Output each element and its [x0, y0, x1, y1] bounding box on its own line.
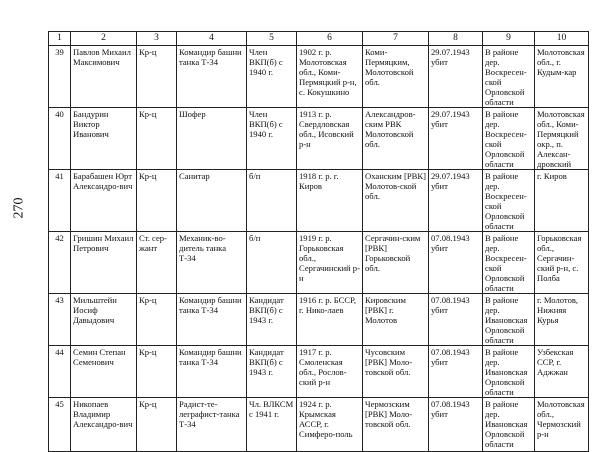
table-cell: 07.08.1943 убит: [429, 346, 483, 398]
table-cell: Горьковская обл., Сергачин-ский р-н, с. Полба: [535, 232, 589, 294]
column-header: 7: [363, 32, 429, 46]
table-row: [49, 108, 589, 170]
table-cell: 45: [49, 398, 71, 452]
table-cell: Член ВКП(б) с 1940 г.: [247, 108, 297, 170]
column-header: 4: [177, 32, 247, 46]
table-cell: Барабашен Юрт Александро-вич: [71, 170, 137, 232]
table-cell: 29.07.1943 убит: [429, 108, 483, 170]
table-cell: Кр-ц: [137, 346, 177, 398]
table-cell: 44: [49, 346, 71, 398]
table-cell: Кр-ц: [137, 46, 177, 108]
table-cell: Молотовская обл., Чермозский р-н: [535, 398, 589, 452]
table-cell: Павлов Михаил Максимович: [71, 46, 137, 108]
table-cell: Командир башни танка Т-34: [177, 294, 247, 346]
table-row: [49, 232, 589, 294]
table-cell: Кандидат ВКП(б) с 1943 г.: [247, 294, 297, 346]
table-cell: 40: [49, 108, 71, 170]
column-header: 1: [49, 32, 71, 46]
table-cell: Член ВКП(б) с 1940 г.: [247, 46, 297, 108]
table-cell: Механик-во-дитель танка Т-34: [177, 232, 247, 294]
casualty-register-table: [48, 31, 589, 452]
table-cell: Сергачин-ским [РВК] Горьковской обл.: [363, 232, 429, 294]
table-cell: 07.08.1943 убит: [429, 398, 483, 452]
table-cell: Семин Степан Семенович: [71, 346, 137, 398]
table-cell: 1916 г. р. БССР, г. Нико-лаев: [297, 294, 363, 346]
table-cell: Никопаев Владимир Александро-вич: [71, 398, 137, 452]
table-cell: б/п: [247, 170, 297, 232]
table-body: [49, 46, 589, 452]
table-cell: 07.08.1943 убит: [429, 294, 483, 346]
table-cell: 1902 г. р. Молотовская обл., Коми-Пермяцкий р-н, с. Кокушкино: [297, 46, 363, 108]
table-cell: 42: [49, 232, 71, 294]
table-cell: Молотовская обл., г. Кудым-кар: [535, 46, 589, 108]
table-cell: В районе дер. Ивановская Орловской области: [483, 294, 535, 346]
column-header: 10: [535, 32, 589, 46]
table-cell: 39: [49, 46, 71, 108]
table-cell: В районе дер. Воскресен-ской Орловской области: [483, 170, 535, 232]
table-cell: Командир башни танка Т-34: [177, 46, 247, 108]
table-cell: Мильштейн Иосиф Давыдович: [71, 294, 137, 346]
table-row: [49, 294, 589, 346]
table-cell: В районе дер. Воскресен-ской Орловской области: [483, 108, 535, 170]
table-cell: Кр-ц: [137, 108, 177, 170]
table-cell: б/п: [247, 232, 297, 294]
table-cell: Кр-ц: [137, 398, 177, 452]
table-cell: Ст. сер-жант: [137, 232, 177, 294]
table-cell: 1918 г. р. г. Киров: [297, 170, 363, 232]
table-cell: 1913 г. р. Свердловская обл., Исовский р-н: [297, 108, 363, 170]
table-header: [49, 32, 589, 46]
table-cell: Александров-ским РВК Молотовской обл.: [363, 108, 429, 170]
column-header: 2: [71, 32, 137, 46]
table-cell: Молотовская обл., Коми-Пермяцкий окр., п. Алексан-дровский: [535, 108, 589, 170]
column-header: 6: [297, 32, 363, 46]
table-cell: г. Молотов, Нижняя Курья: [535, 294, 589, 346]
table-row: [49, 46, 589, 108]
table-cell: Шофер: [177, 108, 247, 170]
table-cell: Чусовским [РВК] Моло-товской обл.: [363, 346, 429, 398]
table-cell: 07.08.1943 убит: [429, 232, 483, 294]
table-cell: 41: [49, 170, 71, 232]
table-cell: Командир башни танка Т-34: [177, 346, 247, 398]
column-header: 8: [429, 32, 483, 46]
table-cell: Кр-ц: [137, 170, 177, 232]
table-cell: В районе дер. Воскресен-ской Орловской области: [483, 46, 535, 108]
table-cell: Бандурин Виктор Иванович: [71, 108, 137, 170]
table-cell: 29.07.1943 убит: [429, 170, 483, 232]
table-cell: В районе дер. Воскресен-ской Орловской области: [483, 232, 535, 294]
table-cell: Кандидат ВКП(б) с 1943 г.: [247, 346, 297, 398]
table-cell: В районе дер. Ивановская Орловской области: [483, 346, 535, 398]
table-cell: 29.07.1943 убит: [429, 46, 483, 108]
page-number: 270: [11, 197, 27, 219]
table-cell: Коми-Пермяцким, Молотовской обл.: [363, 46, 429, 108]
table-cell: Узбекская ССР, г. Аджжан: [535, 346, 589, 398]
table-row: [49, 346, 589, 398]
column-header: 9: [483, 32, 535, 46]
table-cell: Оханским [РВК] Молотов-ской обл.: [363, 170, 429, 232]
table-cell: 1919 г. р. Горьковская обл., Сергачинский р-н: [297, 232, 363, 294]
column-header: 3: [137, 32, 177, 46]
table-cell: Чермозским [РВК] Моло-товской обл.: [363, 398, 429, 452]
table-cell: г. Киров: [535, 170, 589, 232]
table-cell: Кировским [РВК] г. Молотов: [363, 294, 429, 346]
table-cell: 43: [49, 294, 71, 346]
table-cell: В районе дер. Ивановская Орловской области: [483, 398, 535, 452]
table-cell: 1917 г. р. Смоленская обл., Рослов-ский р-н: [297, 346, 363, 398]
table-cell: Гришин Михаил Петрович: [71, 232, 137, 294]
table-cell: 1924 г. р. Крымская АССР, г. Симферо-поль: [297, 398, 363, 452]
table-cell: Чл. ВЛКСМ с 1941 г.: [247, 398, 297, 452]
table-row: [49, 170, 589, 232]
table-row: [49, 398, 589, 452]
table-cell: Радист-те-леграфист-танка Т-34: [177, 398, 247, 452]
header-row: [49, 32, 589, 46]
table-cell: Санитар: [177, 170, 247, 232]
table-cell: Кр-ц: [137, 294, 177, 346]
column-header: 5: [247, 32, 297, 46]
